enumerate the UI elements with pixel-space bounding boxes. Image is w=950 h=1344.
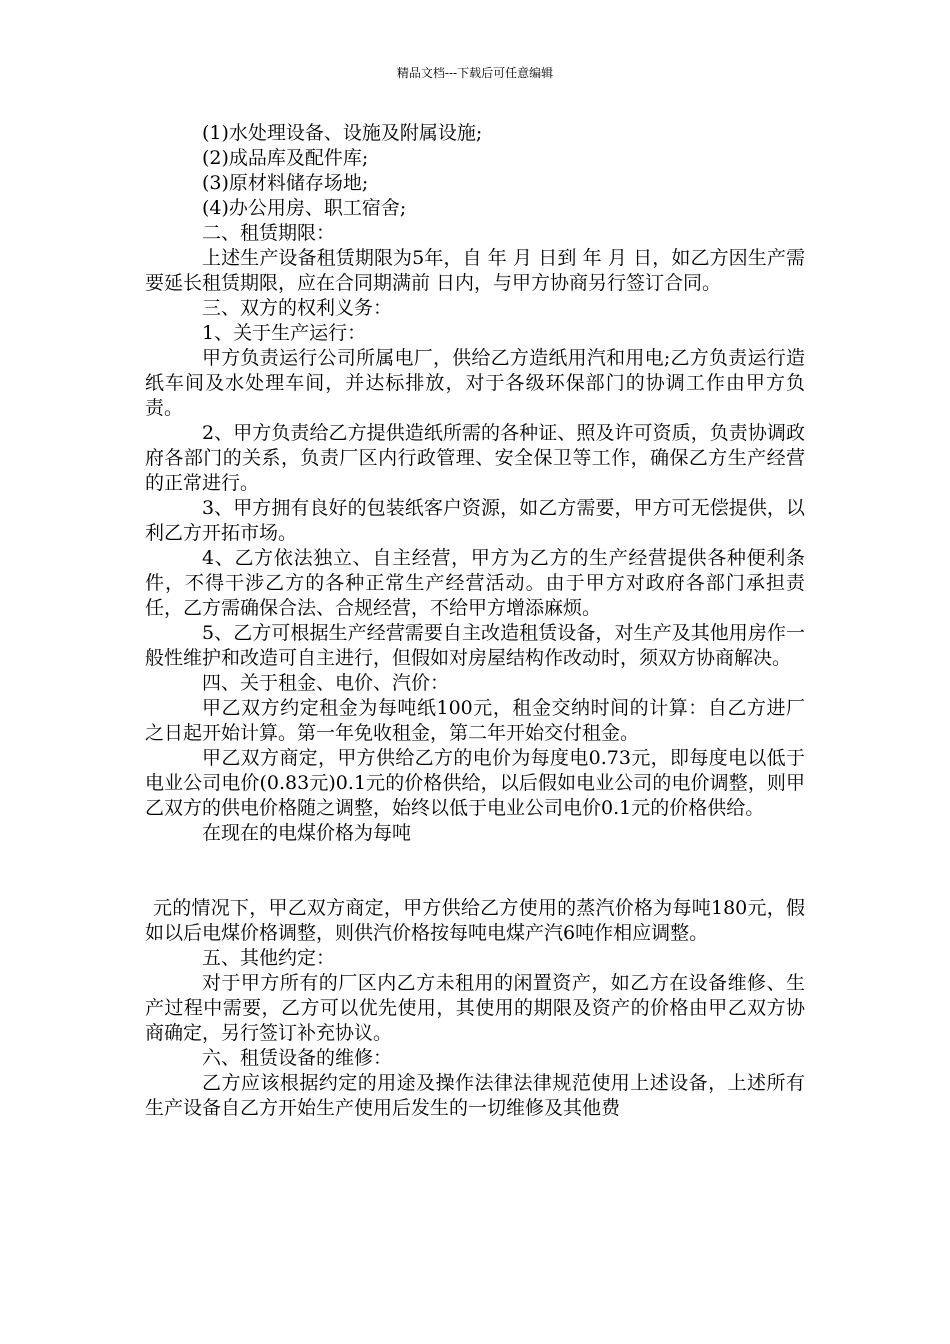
document-body [145, 121, 805, 1121]
list-item-3: (3)原材料储存场地; [202, 172, 369, 194]
paragraph-rent: 甲乙双方约定租金为每吨纸100元，租金交纳时间的计算：自乙方进厂之日起开始计算。第一年免收租金，第二年开始交付租金。 [145, 697, 805, 744]
paragraph-other: 对于甲方所有的厂区内乙方未租用的闲置资产，如乙方在设备维修、生产过程中需要，乙方可以优先使用，其使用的期限及资产的价格由甲乙双方协商确定，另行签订补充协议。 [145, 972, 805, 1044]
paragraph-coal-price-start: 在现在的电煤价格为每吨 [202, 822, 412, 844]
list-item-2: (2)成品库及配件库; [202, 147, 369, 169]
paragraph-electricity-price: 甲乙双方商定，甲方供给乙方的电价为每度电0.73元，即每度电以低于电业公司电价(0.83元)0.1元的价格供给，以后假如电业公司的电价调整，则甲乙双方的供电价格随之调整，始终以低于电业公司电价0.1元的价格供给。 [145, 747, 805, 819]
section-heading-rent: 四、关于租金、电价、汽价： [202, 672, 450, 694]
list-item-1: (1)水处理设备、设施及附属设施; [202, 122, 483, 144]
page-header: 精品文档---下载后可任意编辑 [396, 66, 554, 80]
paragraph-clause-4: 4、乙方依法独立、自主经营，甲方为乙方的生产经营提供各种便利条件，不得干涉乙方的各种正常生产经营活动。由于甲方对政府各部门承担责任，乙方需确保合法、合规经营，不给甲方增添麻烦。 [145, 547, 805, 619]
section-heading-rights: 三、双方的权利义务： [202, 297, 393, 319]
section-heading-maintenance: 六、租赁设备的维修： [202, 1047, 393, 1069]
subheading-operation: 1、关于生产运行： [202, 322, 367, 344]
section-heading-lease-term: 二、租赁期限： [202, 222, 336, 244]
paragraph-operation: 甲方负责运行公司所属电厂，供给乙方造纸用汽和用电;乙方负责运行造纸车间及水处理车间，并达标排放，对于各级环保部门的协调工作由甲方负责。 [145, 347, 805, 419]
paragraph-maintenance: 乙方应该根据约定的用途及操作法律法律规范使用上述设备，上述所有生产设备自乙方开始生产使用后发生的一切维修及其他费 [145, 1072, 805, 1119]
list-item-4: (4)办公用房、职工宿舍; [202, 197, 407, 219]
paragraph-clause-2: 2、甲方负责给乙方提供造纸所需的各种证、照及许可资质，负责协调政府各部门的关系，负责厂区内行政管理、安全保卫等工作，确保乙方生产经营的正常进行。 [145, 422, 805, 494]
paragraph-clause-3: 3、甲方拥有良好的包装纸客户资源，如乙方需要，甲方可无偿提供，以利乙方开拓市场。 [145, 497, 805, 544]
section-heading-other: 五、其他约定： [202, 947, 336, 969]
paragraph-clause-5: 5、乙方可根据生产经营需要自主改造租赁设备，对生产及其他用房作一般性维护和改造可自主进行，但假如对房屋结构作改动时，须双方协商解决。 [145, 622, 805, 669]
blank-gap [145, 846, 805, 896]
paragraph-lease-term: 上述生产设备租赁期限为5年，自 年 月 日到 年 月 日，如乙方因生产需要延长租赁期限，应在合同期满前 日内，与甲方协商另行签订合同。 [145, 247, 805, 294]
paragraph-steam-price: 元的情况下，甲乙双方商定，甲方供给乙方使用的蒸汽价格为每吨180元，假如以后电煤价格调整，则供汽价格按每吨电煤产汽6吨作相应调整。 [145, 897, 805, 944]
